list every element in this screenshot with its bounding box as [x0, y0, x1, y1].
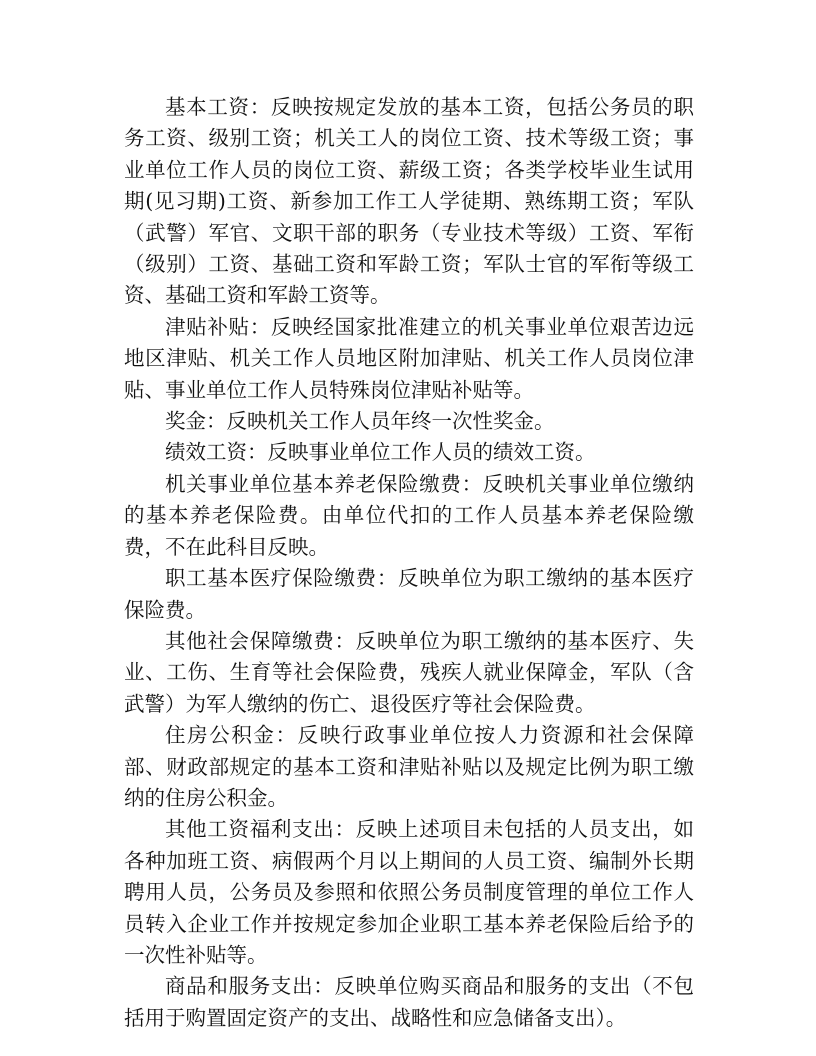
paragraph-other-welfare: 其他工资福利支出：反映上述项目未包括的人员支出，如各种加班工资、病假两个月以上期间的人员工资、编制外长期聘用人员，公务员及参照和依照公务员制度管理的单位工作人员转入企业工作并按规定参加企业职工基本养老保险后给予的一次性补贴等。: [124, 817, 694, 967]
paragraph-performance-salary: 绩效工资：反映事业单位工作人员的绩效工资。: [165, 440, 596, 465]
paragraph-basic-salary: 基本工资：反映按规定发放的基本工资，包括公务员的职务工资、级别工资；机关工人的岗位工资、技术等级工资；事业单位工作人员的岗位工资、薪级工资；各类学校毕业生试用期(见习期)工资、新参加工作工人学徒期、熟练期工资；军队（武警）军官、文职干部的职务（专业技术等级）工资、军衔（级别）工资、基础工资和军龄工资；军队士官的军衔等级工资、基础工资和军龄工资等。: [124, 95, 694, 308]
paragraph-other-social-security: 其他社会保障缴费：反映单位为职工缴纳的基本医疗、失业、工伤、生育等社会保险费，残疾人就业保障金，军队（含武警）为军人缴纳的伤亡、退役医疗等社会保险费。: [124, 628, 694, 716]
paragraph-bonus: 奖金：反映机关工作人员年终一次性奖金。: [165, 409, 555, 434]
document-body: [124, 92, 694, 1034]
paragraph-allowances: 津贴补贴：反映经国家批准建立的机关事业单位艰苦边远地区津贴、机关工作人员地区附加津贴、机关工作人员岗位津贴、事业单位工作人员特殊岗位津贴补贴等。: [124, 314, 694, 402]
paragraph-pension-insurance: 机关事业单位基本养老保险缴费：反映机关事业单位缴纳的基本养老保险费。由单位代扣的工作人员基本养老保险缴费，不在此科目反映。: [124, 471, 694, 559]
paragraph-goods-services: 商品和服务支出：反映单位购买商品和服务的支出（不包括用于购置固定资产的支出、战略性和应急储备支出）。: [124, 974, 694, 1030]
paragraph-medical-insurance: 职工基本医疗保险缴费：反映单位为职工缴纳的基本医疗保险费。: [124, 566, 694, 622]
paragraph-housing-fund: 住房公积金：反映行政事业单位按人力资源和社会保障部、财政部规定的基本工资和津贴补贴以及规定比例为职工缴纳的住房公积金。: [124, 723, 694, 810]
